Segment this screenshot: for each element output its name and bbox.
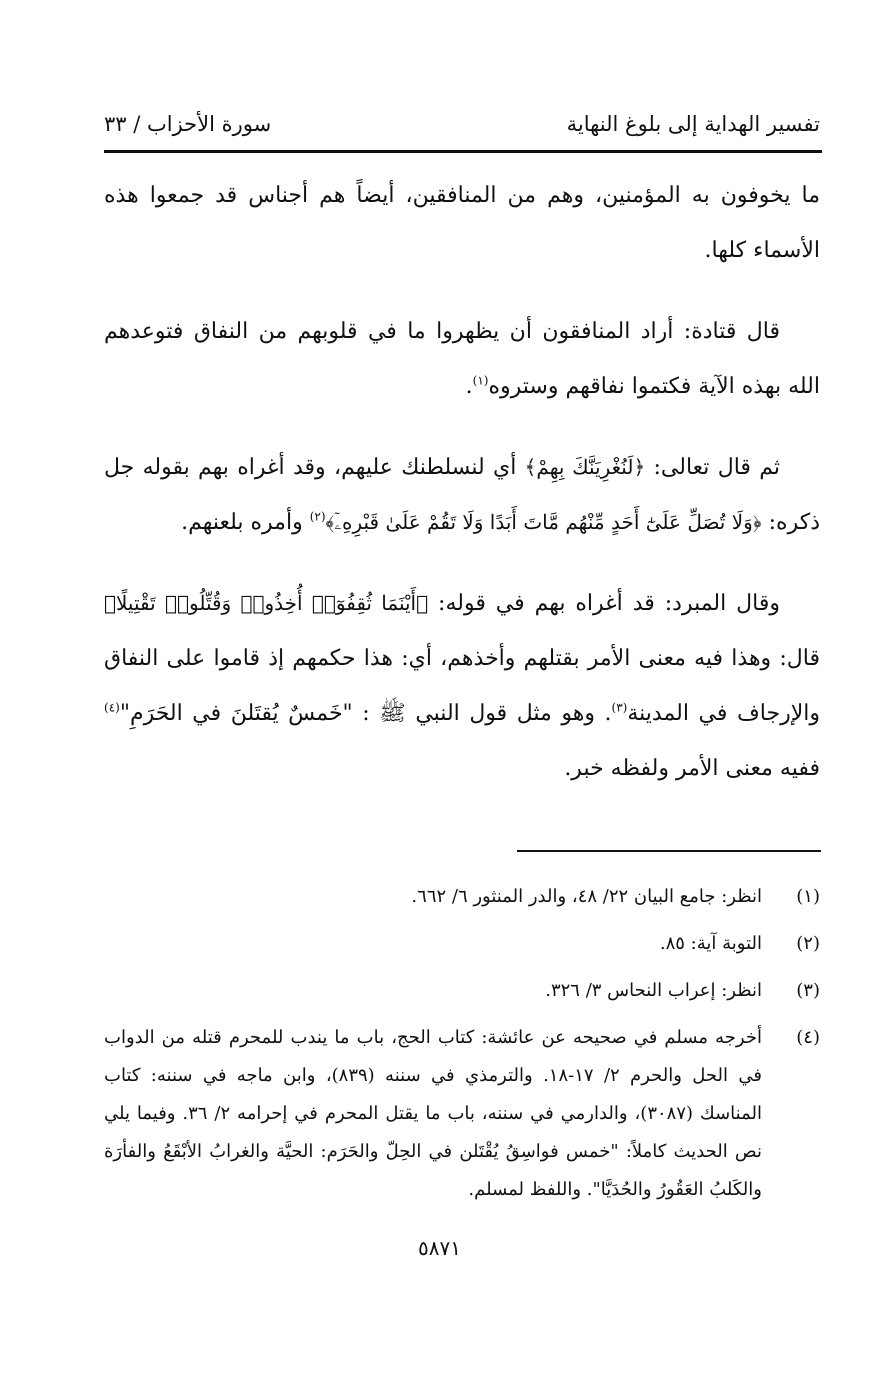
- footnote-item: [104, 878, 820, 916]
- paragraph-4: [104, 576, 820, 796]
- footnote-number: (٢): [796, 933, 820, 954]
- paragraph-3-end: وأمره بلعنهم.: [181, 510, 310, 535]
- footnote-number: (١): [796, 886, 820, 907]
- quran-verse-3: ﴿أَيْنَمَا ثُقِفُوٓا۟ أُخِذُوا۟ وَقُتِّلُوا۟ تَقْتِيلًا﴾: [104, 591, 429, 615]
- quran-verse-1: ﴿لَنُغْرِيَنَّكَ بِهِمْ﴾: [524, 455, 646, 479]
- paragraph-2-text: قال قتادة: أراد المنافقون أن يظهروا ما في قلوبهم من النفاق فتوعدهم الله بهذه الآية فكتموا نفاقهم وستروه: [104, 319, 820, 399]
- footnote-text: التوبة آية: ٨٥.: [659, 933, 762, 954]
- footnote-divider: [517, 850, 821, 852]
- footnote-ref-4: (٤): [104, 700, 120, 715]
- page-number: ٥٨٧١: [418, 1236, 461, 1260]
- footnote-item: [104, 1019, 820, 1209]
- footnote-text: أخرجه مسلم في صحيحه عن عائشة: كتاب الحج، باب ما يندب للمحرم قتله من الدواب في الحل والحرم ٢/ ١٧-١٨. والترمذي في سننه (٨٣٩)، وابن ماجه في سننه: كتاب المناسك (٣٠٨٧)، والدارمي في سننه، باب ما يقتل المحرم في إحرامه ٢/ ٣٦. وفيما يلي نص الحديث كاملاً: "خمس فواسِقُ يُقْتَلن في الحِلّ والحَرَم: الحيَّة والغرابُ الأبْقَعُ والفأرَة والكَلبُ العَقُورُ والحُدَيَّا". واللفظ لمسلم.: [104, 1027, 762, 1200]
- footnote-item: [104, 925, 820, 963]
- footnote-ref-1: (١): [472, 373, 489, 388]
- footnotes: [104, 878, 820, 1218]
- running-header: [104, 104, 820, 148]
- paragraph-4-middle: قال: وهذا فيه معنى الأمر بقتلهم وأخذهم، أي: هذا حكمهم إذ قاموا على النفاق والإرجاف في المدينة: [104, 646, 820, 726]
- header-divider: [104, 150, 822, 153]
- main-text: [104, 168, 820, 822]
- footnote-text: انظر: إعراب النحاس ٣/ ٣٢٦.: [545, 980, 762, 1001]
- paragraph-2-end: .: [465, 374, 473, 399]
- paragraph-3-middle: أي لنسلطنك عليهم، وقد أغراه بهم بقوله جل ذكره:: [104, 455, 820, 535]
- paragraph-1: ما يخوفون به المؤمنين، وهم من المنافقين، أيضاً هم أجناس قد جمعوا هذه الأسماء كلها.: [104, 183, 820, 263]
- footnote-ref-3: (٣): [611, 700, 628, 715]
- paragraph-4-end: ففيه معنى الأمر ولفظه خبر.: [564, 756, 820, 781]
- paragraph-3: [104, 440, 820, 550]
- paragraph-4-intro: وقال المبرد: قد أغراه بهم في قوله:: [428, 591, 780, 616]
- footnote-text: انظر: جامع البيان ٢٢/ ٤٨، والدر المنثور ٦/ ٦٦٢.: [411, 886, 762, 907]
- paragraph-3-intro: ثم قال تعالى:: [645, 455, 780, 480]
- book-title: تفسير الهداية إلى بلوغ النهاية: [566, 112, 820, 136]
- quran-verse-2: ﴿وَلَا تُصَلِّ عَلَىٰٓ أَحَدٍ مِّنْهُم مَّاتَ أَبَدًا وَلَا تَقُمْ عَلَىٰ قَبْرِهِۦٓ﴾: [325, 510, 762, 534]
- paragraph-4-hadith: . وهو مثل قول النبي ﷺ : "خَمسٌ يُقتَلنَ في الحَرَمِ": [119, 701, 612, 726]
- paragraph-2: [104, 304, 820, 414]
- surah-label: سورة الأحزاب / ٣٣: [104, 112, 272, 136]
- footnote-number: (٣): [796, 980, 820, 1001]
- footnote-number: (٤): [796, 1027, 820, 1048]
- footnote-ref-2: (٢): [309, 509, 326, 524]
- footnote-item: [104, 972, 820, 1010]
